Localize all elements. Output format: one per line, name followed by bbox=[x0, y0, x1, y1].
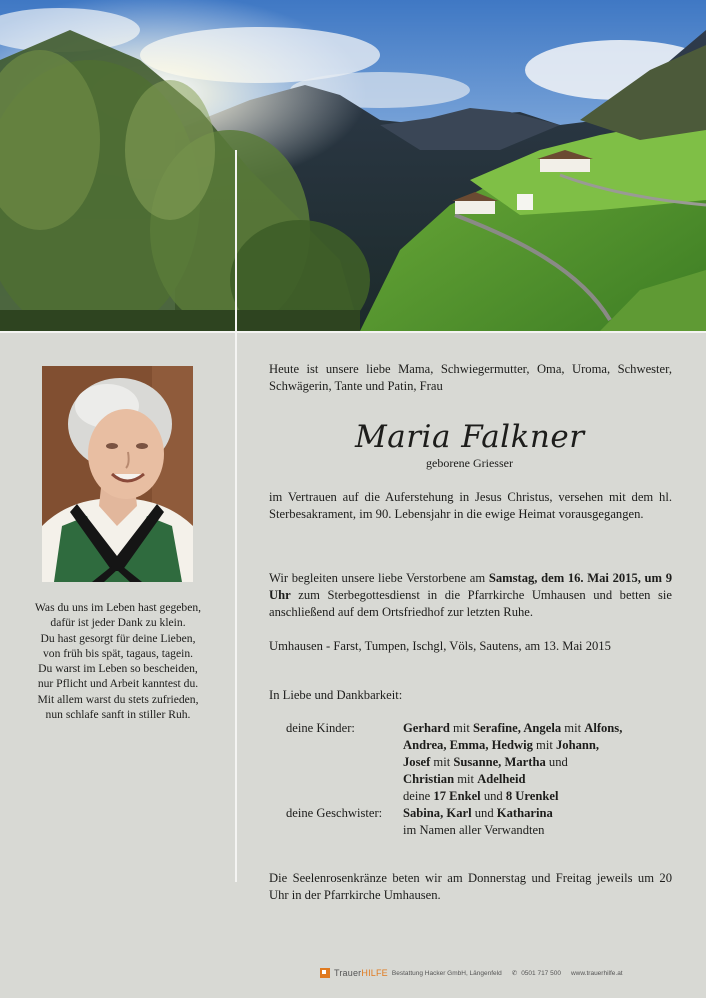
mourner-connector: mit bbox=[532, 738, 556, 752]
poem-line: dafür ist jeder Dank zu klein. bbox=[50, 616, 186, 630]
mourner-name: Susanne, Martha bbox=[453, 755, 546, 769]
mourner-name: 17 Enkel bbox=[433, 789, 481, 803]
brand-name[interactable] bbox=[334, 968, 388, 978]
service-text-part1: Wir begleiten unsere liebe Verstorbene am bbox=[269, 571, 489, 585]
mourner-name: Alfons, bbox=[584, 721, 623, 735]
service-text-part2: zum Sterbegottesdienst in die Pfarrkirche Umhausen und betten sie anschließend auf dem Ortsfriedhof zur letzten Ruhe. bbox=[269, 588, 672, 619]
trauerhilfe-logo-icon bbox=[320, 968, 330, 978]
deceased-name: Maria Falkner bbox=[355, 419, 585, 455]
poem-line: Du warst im Leben so bescheiden, bbox=[38, 662, 198, 676]
mourner-connector: und bbox=[480, 789, 506, 803]
mourner-name: Andrea, Emma, Hedwig bbox=[403, 738, 533, 752]
poem-line: Du hast gesorgt für deine Lieben, bbox=[40, 631, 196, 645]
phone-number: 0501 717 500 bbox=[521, 969, 561, 977]
service-date: Samstag, dem 16. Mai 2015, um 9 Uhr bbox=[269, 571, 672, 602]
landscape-photo bbox=[0, 0, 706, 331]
rosary-text: Die Seelenrosenkränze beten wir am Donnerstag und Freitag jeweils um 20 Uhr in der Pfarrkirche Umhausen. bbox=[269, 871, 672, 902]
mourner-line bbox=[403, 788, 558, 805]
mourner-connector: im Namen aller Verwandten bbox=[403, 823, 545, 837]
website-link[interactable]: www.trauerhilfe.at bbox=[570, 969, 623, 977]
horizontal-divider bbox=[0, 331, 706, 333]
memorial-poem bbox=[20, 600, 216, 722]
company-name: Bestattung Hacker GmbH, Längenfeld bbox=[391, 969, 502, 977]
mourner-connector: und bbox=[545, 755, 568, 769]
poem-line: von früh bis spät, tagaus, tagein. bbox=[42, 646, 194, 660]
poem-line: Was du uns im Leben hast gegeben, bbox=[34, 601, 202, 614]
mourner-line bbox=[403, 771, 525, 788]
mourner-connector: mit bbox=[449, 721, 473, 735]
phone-icon: ✆ bbox=[511, 970, 518, 977]
mourner-line bbox=[403, 805, 553, 822]
love-text: In Liebe und Dankbarkeit: bbox=[269, 688, 403, 702]
poem-line: Mit allem warst du stets zufrieden, bbox=[37, 692, 199, 706]
mourner-connector: mit bbox=[561, 721, 585, 735]
mourner-connector: mit bbox=[430, 755, 454, 769]
brand-name-part-b: HILFE bbox=[361, 968, 388, 978]
mourner-name: Sabina, Karl bbox=[403, 806, 472, 820]
brand-name-part-a: Trauer bbox=[334, 968, 362, 978]
vertical-divider bbox=[235, 150, 237, 882]
mourner-name: Josef bbox=[403, 755, 431, 769]
mourner-name: Johann, bbox=[556, 738, 600, 752]
mourner-name: Christian bbox=[403, 772, 455, 786]
poem-line: nun schlafe sanft in stiller Ruh. bbox=[45, 708, 191, 722]
mourner-name: Gerhard bbox=[403, 721, 450, 735]
mourner-name: Katharina bbox=[496, 806, 553, 820]
mourner-name: Serafine, Angela bbox=[472, 721, 562, 735]
siblings-label: deine Geschwister: bbox=[286, 806, 383, 820]
mourner-line bbox=[403, 822, 544, 839]
portrait-photo bbox=[42, 366, 193, 582]
mourner-line bbox=[403, 754, 568, 771]
mourner-connector: deine bbox=[403, 789, 434, 803]
poem-line: nur Pflicht und Arbeit kanntest du. bbox=[37, 677, 199, 691]
mourner-connector: und bbox=[471, 806, 497, 820]
service-text bbox=[269, 570, 672, 621]
intro-text: Heute ist unsere liebe Mama, Schwiegermutter, Oma, Uroma, Schwester, Schwägerin, Tante und Patin, Frau bbox=[269, 362, 672, 393]
mourner-connector: mit bbox=[454, 772, 478, 786]
children-label: deine Kinder: bbox=[286, 721, 355, 735]
maiden-name: geborene Griesser bbox=[426, 456, 513, 470]
faith-text: im Vertrauen auf die Auferstehung in Jesus Christus, versehen mit dem hl. Sterbesakrament, im 90. Lebensjahr in die ewige Heimat vorausgegangen. bbox=[269, 490, 672, 521]
mourner-line bbox=[403, 720, 622, 737]
mourner-line bbox=[403, 737, 599, 754]
places-date-text: Umhausen - Farst, Tumpen, Ischgl, Völs, Sautens, am 13. Mai 2015 bbox=[269, 639, 611, 653]
mourner-name: 8 Urenkel bbox=[505, 789, 559, 803]
mourner-name: Adelheid bbox=[477, 772, 526, 786]
footer bbox=[320, 966, 623, 980]
